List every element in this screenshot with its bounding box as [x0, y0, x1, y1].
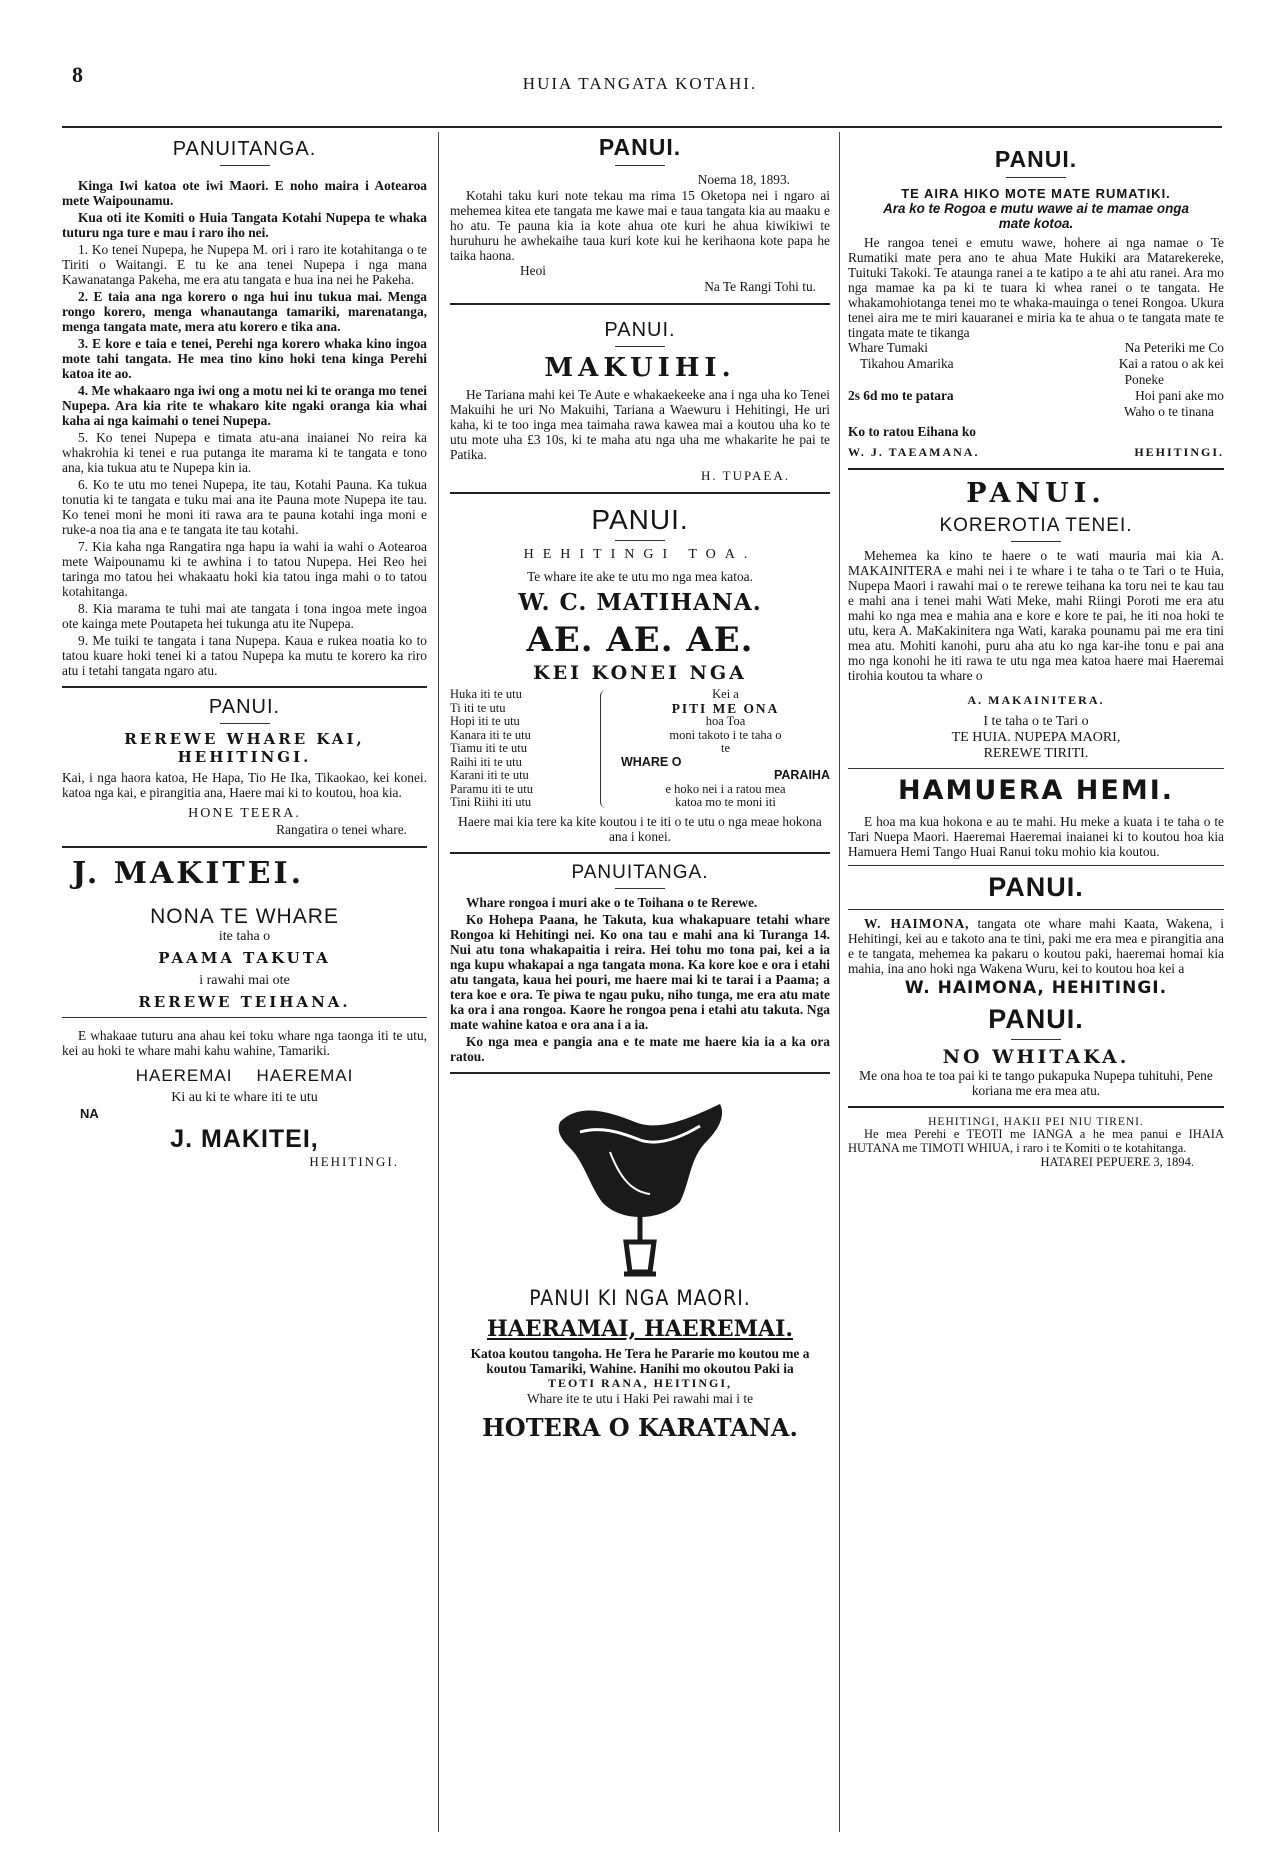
panui-kai-title: PANUI. — [208, 696, 281, 718]
korerotia-subtitle: KOREROTIA TENEI. — [939, 515, 1133, 536]
rumatiki-row — [848, 340, 1224, 356]
divider — [450, 492, 830, 494]
list-item: Tini Riihi iti utu — [450, 795, 532, 809]
divider — [848, 865, 1224, 866]
right-line: hoa Toa — [705, 714, 746, 728]
list-item: Tiamu iti te utu — [450, 741, 527, 755]
panui-kai-sig-name: HONE TEERA. — [188, 806, 301, 821]
rule-item: 3. E kore e taia e tenei, Perehi nga korero whaka kino ingoa mote tahi tangata. He mea tino kino hoki tena kinga Perehi katoa ite ao. — [62, 336, 427, 381]
rule-item: 6. Ko te utu mo tenei Nupepa, ite tau, Kotahi Pauna. Ka tukua tonutia ki te tangata e tuku mai ana ite Pauna mote Nupepa ite tau. Ko tenei moni he moni iti rawa ara te pauna kotahi inga moni e ruke-a noa tia ana e te tangata ite tau kotahi. — [62, 477, 427, 537]
list-item: Ti iti te utu — [450, 700, 506, 715]
matihana-right-text — [621, 688, 830, 810]
right-line: PARAIHA — [773, 768, 830, 782]
divider — [848, 768, 1224, 769]
intro-paragraph: Kua oti ite Komiti o Huia Tangata Kotahi Nupepa te whaka tuturu nga ture e mau i raro iho nei. — [62, 210, 427, 240]
hemi-text: E hoa ma kua hokona e au te mahi. Hu meke a kuata i te taha o te Tari Nuepa Maori. Haeremai Haeremai inaianei ki to koutou hoa kia Hamuera Hemi Tango Huai Ranui toku mohio kia koutou. — [848, 814, 1224, 859]
hemi-title: HAMUERA HEMI. — [897, 775, 1175, 806]
divider — [1011, 541, 1061, 542]
rumatiki-sig-right: HEHITINGI. — [1134, 445, 1224, 459]
column-1 — [62, 132, 427, 1170]
makitei-haeremai-row — [62, 1066, 427, 1086]
panui-kai-head2: HEHITINGI. — [177, 748, 312, 766]
row-right: Hoi pani ake mo — [1135, 388, 1224, 403]
list-item: Hopi iti te utu — [450, 714, 520, 728]
toihana-paragraph: Ko Hohepa Paana, he Takuta, kua whakapuare tetahi whare Rongoa ki Hehitingi nei. Ko ona tau e mahi ana ki Turanga 14. Nui atu tona whakapaitia i reira. Hei tohu mo tona pai, kei a ia nga kupu whakapai a nga tangata mona. Ka kore koe e ora i etahi atu tangata, kaua hei pouri, me haere mai ki te tarai i a Paama; a tera koe e ora. Te piwa te ngau puku, niho tunga, me era atu mate ka ora i ana rongoa. Kaore he rongoa pena i etahi atu takuta. Nga mate wahine katoa e ora ana i a ia. — [450, 911, 830, 1032]
panuitanga-title: PANUITANGA. — [172, 138, 317, 160]
makitei-haeremai: HAEREMAI — [256, 1066, 354, 1085]
rumatiki-ratou: Ko to ratou Eihana ko — [848, 424, 976, 439]
divider — [62, 686, 427, 688]
matihana-table — [450, 688, 830, 810]
notice-heoi: Heoi — [520, 263, 547, 278]
row-right: Na Peteriki me Co — [1124, 340, 1224, 355]
divider — [615, 888, 665, 889]
rule-item: 4. Me whakaaro nga iwi ong a motu nei ki te oranga mo tenei Nupepa. Ara kia rite te whakaro kite ngaki oranga kia whai kaha ai nga kaimahi o tenei Nupepa. — [62, 383, 427, 428]
rumatiki-row — [848, 388, 1224, 404]
makitei-text: E whakaae tuturu ana ahau kei toku whare nga taonga iti te utu, kei au hoki te whare mahi kahu wahine, Tamariki. — [62, 1028, 427, 1058]
row-left: Whare Tumaki — [848, 340, 928, 355]
makitei-line1: NONA TE WHARE — [150, 905, 339, 928]
rule-item: 5. Ko tenei Nupepa e timata atu-ana inaianei No reira ka whakrohia ki tenei e rua putanga ite marama ki te tangata e tono ana, kia tukua atu te Nupepa kin ia. — [62, 430, 427, 475]
matihana-ae: AE. AE. AE. — [526, 620, 754, 660]
matihana-item-list — [450, 688, 600, 810]
korerotia-text: Mehemea ka kino te haere o te wati mauria mai kia A. MAKAINITERA e mahi nei i te whare i te taha o te Tari o te Huia, Nupepa Maori i rawahi mai o te rerewe teihana ka toru nei te kau tau e mahi ana i tenei mahi Wati Meke, mahi Riingi Poroti me era atu mahi ko nga mea e mahia ana e kore e kore te pai, he iti noa hoki te utu, kera A. MaKakinitera nga Wati, karaka pounamu pai me era tini mea atu. Mohiti kanohi, puru aha atu ko nga kar-ihe tonu e pai ana mo nga konohi he iti rawa te utu nga mea katoa haere mai Haeremai tirohia koutou ta whare o — [848, 548, 1224, 683]
makitei-name: J. MAKITEI, — [170, 1125, 319, 1153]
makitei-place: HEHITINGI. — [309, 1154, 399, 1169]
list-item: Huka iti te utu — [450, 687, 522, 701]
korerotia-title: PANUI. — [966, 478, 1106, 509]
haimona-lead: W. HAIMONA, — [864, 916, 970, 931]
intro-paragraph: Kinga Iwi katoa ote iwi Maori. E noho maira i Aotearoa mete Waipounamu. — [62, 178, 427, 208]
makuihi-sig: H. TUPAEA. — [701, 468, 790, 483]
rumatiki-row — [848, 356, 1224, 372]
korerotia-sig: A. MAKAINITERA. — [967, 693, 1105, 707]
column-2 — [450, 132, 830, 1442]
notice-text: Kotahi taku kuri note tekau ma rima 15 Oketopa nei i ngaro ai mehemea kitea ete tangata me kawe mai e taua tangata kia au maaku e ho atu. Te pauna kia ia kote ahua ote kuri he ahua kiwikiwi te huruhuru he awhekaihe taua kuri kote kui he kerihaona kote papa he taika haona. — [450, 188, 830, 263]
rule-item: 8. Kia marama te tuhi mai ate tangata i tona ingoa mete ingoa ote kainga mete Poutapeta hei tukunga atu ite Nupepa. — [62, 601, 427, 631]
panuitanga-rules — [62, 242, 427, 678]
divider — [450, 852, 830, 854]
panui-kai-sig-title: Rangatira o tenei whare. — [276, 822, 407, 837]
panui-kai-text: Kai, i nga haora katoa, He Hapa, Tio He Ika, Tikaokao, kei konei. katoa nga kai, e pirangitia ana, Haere mai ki to koutou, hoa kia. — [62, 770, 427, 800]
divider — [615, 540, 665, 541]
makitei-na: NA — [80, 1106, 99, 1121]
karatana-title: PANUI KI NGA MAORI. — [529, 1285, 751, 1310]
footer-date: HATAREI PEPUERE 3, 1894. — [1040, 1155, 1194, 1169]
rule-item: 9. Me tuiki te tangata i tana Nupepa. Kaua e rukea noatia ko to tatou kuare hoki tenei ki a tatou Nupepa ka mutu te korero ka riro atu i tetahi tangata ngaro atu. — [62, 633, 427, 678]
toihana-body — [450, 895, 830, 1064]
rumatiki-sig-row — [848, 444, 1224, 460]
rule-item: 7. Kia kaha nga Rangatira nga hapu ia wahi ia wahi o Aotearoa mete Waipounamu ki te awhina i to tatou Nupepa. Hei Reo hei taringa mo tatou hei whakaatu hoki kia tatou inga mahi o to tatou kotahitanga. — [62, 539, 427, 599]
list-item: Kanara iti te utu — [450, 727, 531, 742]
right-line: PITI ME ONA — [671, 700, 780, 716]
haimona-text: tangata ote whare mahi Kaata, Wakena, i Hehitingi, kei au e takoto ana te tini, paki me era mea e pirangitia ana e te tangata, mehemea ka pakaru o koutou paki, haeremai homai kia mahia, ina ano hoki nga Wakena Wuru, kei to koutou hoa kei a — [848, 916, 1224, 976]
matihana-title: PANUI. — [591, 504, 689, 535]
footer-caps: HEHITINGI, HAKII PEI NIU TIRENI. — [928, 1116, 1144, 1128]
right-line: moni takoto i te taha o — [669, 727, 782, 742]
divider — [848, 468, 1224, 470]
makitei-title: J. MAKITEI. — [72, 856, 305, 891]
column-3 — [848, 132, 1224, 1170]
right-line: WHARE O — [621, 754, 682, 769]
rumatiki-sig-left: W. J. TAEAMANA. — [848, 445, 980, 459]
divider — [848, 1106, 1224, 1108]
running-head: HUIA TANGATA KOTAHI. — [522, 74, 758, 93]
column-rule-2 — [839, 132, 840, 1832]
row-left: 2s 6d mo te patara — [848, 388, 954, 403]
matihana-kei: KEI KONEI NGA — [533, 662, 747, 684]
panui-kai-head1: REREWE WHARE KAI, — [124, 730, 365, 748]
whitaka-title: PANUI. — [988, 1004, 1084, 1034]
row-right: Kai a ratou o ak kei — [1118, 356, 1224, 371]
korerotia-l3: REREWE TIRITI. — [983, 746, 1089, 761]
right-line: katoa mo te moni iti — [675, 795, 776, 809]
divider — [450, 303, 830, 305]
korerotia-l1: I te taha o te Tari o — [983, 714, 1089, 729]
page-number: 8 — [72, 62, 83, 87]
brace — [600, 690, 615, 808]
matihana-name: W. C. MATIHANA. — [518, 589, 762, 616]
row-left: Tikahou Amarika — [860, 356, 954, 371]
right-line: e hoko nei i a ratou mea — [665, 781, 786, 796]
divider — [220, 165, 270, 166]
makuihi-title: PANUI. — [604, 319, 676, 341]
divider — [848, 909, 1224, 910]
haimona-title: PANUI. — [988, 872, 1084, 902]
rumatiki-title: PANUI. — [994, 146, 1078, 172]
divider — [62, 846, 427, 848]
list-item: Paramu iti te utu — [450, 781, 533, 796]
notice-sig: Na Te Rangi Tohi tu. — [704, 279, 816, 294]
matihana-footer: Haere mai kia tere ka kite koutou i te iti o te utu o nga meae hokona ana i konei. — [458, 813, 822, 844]
list-item: Raihi iti te utu — [450, 754, 522, 769]
toihana-title: PANUITANGA. — [571, 861, 709, 883]
right-line: te — [720, 741, 731, 755]
makitei-haeremai: HAEREMAI — [135, 1066, 233, 1085]
makitei-line4: i rawahi mai ote — [199, 973, 290, 988]
rumatiki-row2b: Poneke — [1124, 372, 1164, 387]
toihana-paragraph: Whare rongoa i muri ake o te Toihana o te Rerewe. — [466, 894, 758, 910]
korerotia-l2: TE HUIA. NUPEPA MAORI, — [951, 730, 1121, 745]
makuihi-subtitle: MAKUIHI. — [544, 353, 736, 383]
karatana-text: Katoa koutou tangoha. He Tera he Pararie mo koutou me a koutou Tamariki, Wahine. Hanihi mo okoutou Paki ia — [470, 1345, 810, 1376]
karatana-hotel: HOTERA O KARATANA. — [482, 1412, 798, 1442]
footer-text: He mea Perehi e TEOTI me IANGA a he mea panui e IHAIA HUTANA me TIMOTI WHIUA, i raro i te Komiti o te kotahitanga. — [848, 1127, 1224, 1155]
divider — [450, 1072, 830, 1074]
divider — [615, 346, 665, 347]
divider — [1011, 1039, 1061, 1040]
rumatiki-text: He rangoa tenei e emutu wawe, hohere ai nga namae o Te Rumatiki mate pera ano te ahua Mate Hukiki ara Matarekereke, Tuituki Takoki. Te ataunga ranei a te katipo a te ahi atu ranei. Ara mo nga mamae ka pa ki te tuara ki whea ranei o te tangata. He whakamohiotanga tenei mo te whaka-mauinga o tenei Rongoa. Ukura tenei aira me te miri kauaranei e miria ka te ahua o te tangata mate te tingata mate te tikanga — [848, 235, 1224, 340]
haimona-sig: W. HAIMONA, HEHITINGI. — [904, 978, 1168, 998]
rule-item: 1. Ko tenei Nupepa, he Nupepa M. ori i raro ite kotahitanga o te Tiriti o Waitangi. E tu ke ana tenei Nupepa i nga mana Kawanatanga Pakeha, me era atu tangata e hua ina nei he Pakeha. — [62, 242, 427, 287]
rumatiki-row3b: Waho o te tinana — [1123, 404, 1214, 419]
makuihi-text: He Tariana mahi kei Te Aute e whakaekeeke ana i nga uha ko Tenei Makuihi he uri No Makuihi, Tariana a Waewuru i Hehitingi, He uri kaha, ki te too inga mea taimaha rawa kawea mai a koutou uha ko te utu mote uha £3 10s, ki te maha atu nga uha me whakarite he pai te Patika. — [450, 387, 830, 462]
karatana-sig: TEOTI RANA, HEITINGI, — [547, 1375, 733, 1390]
list-item: Karani iti te utu — [450, 768, 529, 782]
karatana-haeremai: HAERAMAI, HAEREMAI. — [486, 1315, 794, 1342]
makitei-line6: Ki au ki te whare iti te utu — [171, 1090, 318, 1105]
whitaka-text: Me ona hoa te toa pai ki te tango pukapuka Nupepa tuhituhi, Pene koriana me era mea atu. — [859, 1068, 1213, 1098]
notice-title: PANUI. — [598, 134, 682, 160]
divider — [62, 1017, 427, 1018]
matihana-line: Te whare ite ake te utu mo nga mea katoa. — [527, 569, 753, 584]
divider — [615, 165, 665, 166]
toihana-paragraph: Ko nga mea e pangia ana e te mate me haere kia ia a ka ora ratou. — [450, 1033, 830, 1064]
right-line: Kei a — [712, 687, 739, 701]
top-rule — [62, 126, 1222, 128]
matihana-spaced: HEHITINGI TOA. — [523, 547, 757, 562]
whitaka-subtitle: NO WHITAKA. — [942, 1046, 1130, 1068]
rule-item: 2. E taia ana nga korero o nga hui inu tukua mai. Menga rongo korero, menga whanautanga tamariki, marenatanga, menga tangata mate, mera atu korero e tika ana. — [62, 289, 427, 334]
makitei-line3: PAAMA TAKUTA — [158, 949, 331, 967]
rumatiki-caps: TE AIRA HIKO MOTE MATE RUMATIKI. — [901, 186, 1171, 201]
karatana-line: Whare ite te utu i Haki Pei rawahi mai i te — [526, 1390, 754, 1406]
divider — [220, 723, 270, 724]
saddle-icon — [540, 1082, 740, 1282]
makitei-line5: REREWE TEIHANA. — [138, 993, 351, 1011]
makitei-line2: ite taha o — [218, 929, 271, 944]
panuitanga-intro — [62, 178, 427, 240]
rumatiki-italic: Ara ko te Rogoa e mutu wawe ai te mamae onga mate kotoa. — [883, 201, 1189, 231]
divider — [1006, 177, 1066, 178]
notice-date: Noema 18, 1893. — [697, 172, 790, 187]
column-rule-1 — [438, 132, 439, 1832]
haimona-body — [848, 916, 1224, 976]
